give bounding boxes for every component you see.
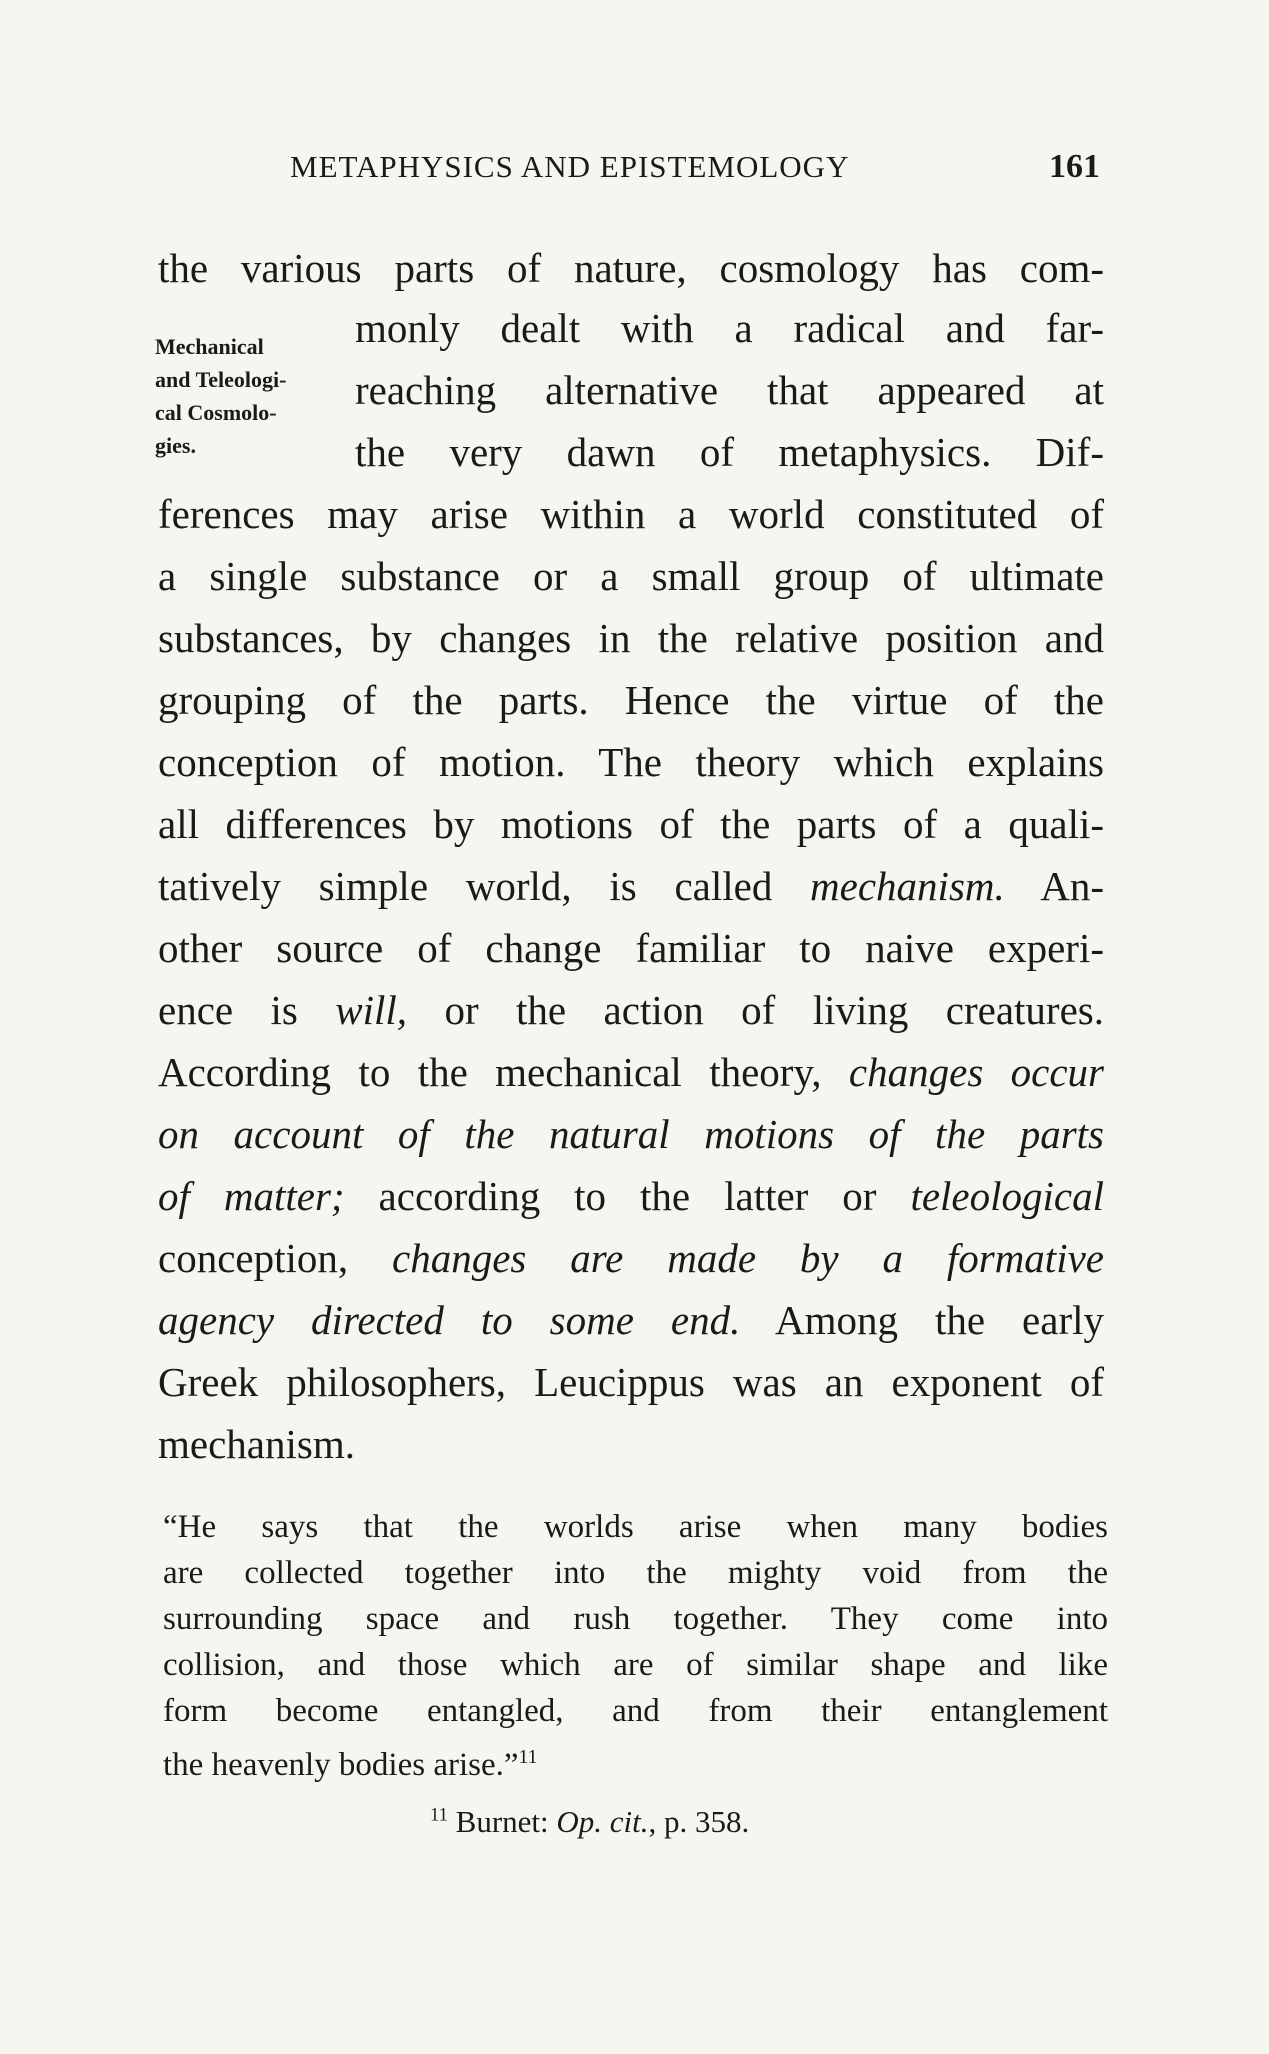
running-title: METAPHYSICS AND EPISTEMOLOGY: [290, 149, 850, 184]
quote-line: form become entangled, and from their entanglement: [163, 1693, 1108, 1729]
italic-phrase: changes occur: [848, 1049, 1105, 1095]
text-line: [158, 980, 1104, 1040]
text-line: ferences may arise within a world constituted of: [158, 491, 1104, 537]
text-run: According to the mechanical theory,: [158, 1049, 849, 1095]
quote-line: collision, and those which are of similar shape and like: [163, 1647, 1108, 1683]
margin-note-line: Mechanical: [155, 334, 264, 359]
footnote-ref: 11: [518, 1746, 538, 1768]
italic-phrase: on account of the natural motions of the parts: [158, 1111, 1104, 1157]
margin-note-line: and Teleologi-: [155, 367, 287, 392]
text-line: [158, 856, 1104, 916]
text-line: substances, by changes in the relative position and: [158, 615, 1104, 661]
text-line: a single substance or a small group of ultimate: [158, 553, 1104, 599]
text-run: the heavenly bodies arise.”: [163, 1747, 519, 1783]
italic-term: teleological: [910, 1173, 1104, 1219]
text-line: Greek philosophers, Leucippus was an exponent of: [158, 1359, 1104, 1405]
text-line: reaching alternative that appeared at: [355, 367, 1104, 413]
italic-phrase: agency directed to some end.: [158, 1297, 741, 1343]
italic-term: Op. cit.: [556, 1804, 649, 1839]
text-run: Among the early: [740, 1297, 1104, 1343]
text-run: ence is: [158, 987, 336, 1033]
text-line: [158, 1166, 1104, 1226]
quote-line: surrounding space and rush together. They come into: [163, 1601, 1108, 1637]
running-header: [290, 148, 1100, 186]
text-run: or the action of living creatures.: [407, 987, 1104, 1033]
text-line: monly dealt with a radical and far-: [355, 305, 1104, 351]
footnote: [430, 1804, 749, 1840]
italic-phrase: of matter;: [158, 1173, 345, 1219]
italic-term: mechanism.: [810, 863, 1005, 909]
italic-phrase: changes are made by a formative: [392, 1235, 1104, 1281]
footnote-number: 11: [430, 1804, 448, 1826]
text-line: the very dawn of metaphysics. Dif-: [355, 429, 1104, 475]
text-line: the various parts of nature, cosmology has com-: [158, 245, 1104, 291]
text-run: tatively simple world, is called: [158, 863, 811, 909]
text-run: Burnet:: [447, 1804, 557, 1839]
margin-note-line: gies.: [155, 433, 196, 458]
text-run: conception,: [158, 1235, 392, 1281]
text-run: , p. 358.: [648, 1804, 750, 1839]
text-run: according to the latter or: [344, 1173, 911, 1219]
text-line: other source of change familiar to naive experi-: [158, 925, 1104, 971]
text-line: all differences by motions of the parts of a quali-: [158, 801, 1104, 847]
margin-note-line: cal Cosmolo-: [155, 400, 277, 425]
quote-line: are collected together into the mighty void from the: [163, 1555, 1108, 1591]
text-line: grouping of the parts. Hence the virtue of the: [158, 677, 1104, 723]
margin-note: [155, 330, 286, 462]
quote-line: [163, 1734, 1108, 1788]
italic-term: will,: [335, 987, 408, 1033]
text-line: mechanism.: [158, 1421, 355, 1467]
quote-line: “He says that the worlds arise when many bodies: [163, 1509, 1108, 1545]
text-run: An-: [1004, 863, 1104, 909]
text-line: [158, 1104, 1104, 1164]
text-line: [158, 1290, 1104, 1350]
page-number: 161: [1049, 148, 1100, 185]
text-line: conception of motion. The theory which explains: [158, 739, 1104, 785]
text-line: [158, 1228, 1104, 1288]
text-line: [158, 1042, 1104, 1102]
